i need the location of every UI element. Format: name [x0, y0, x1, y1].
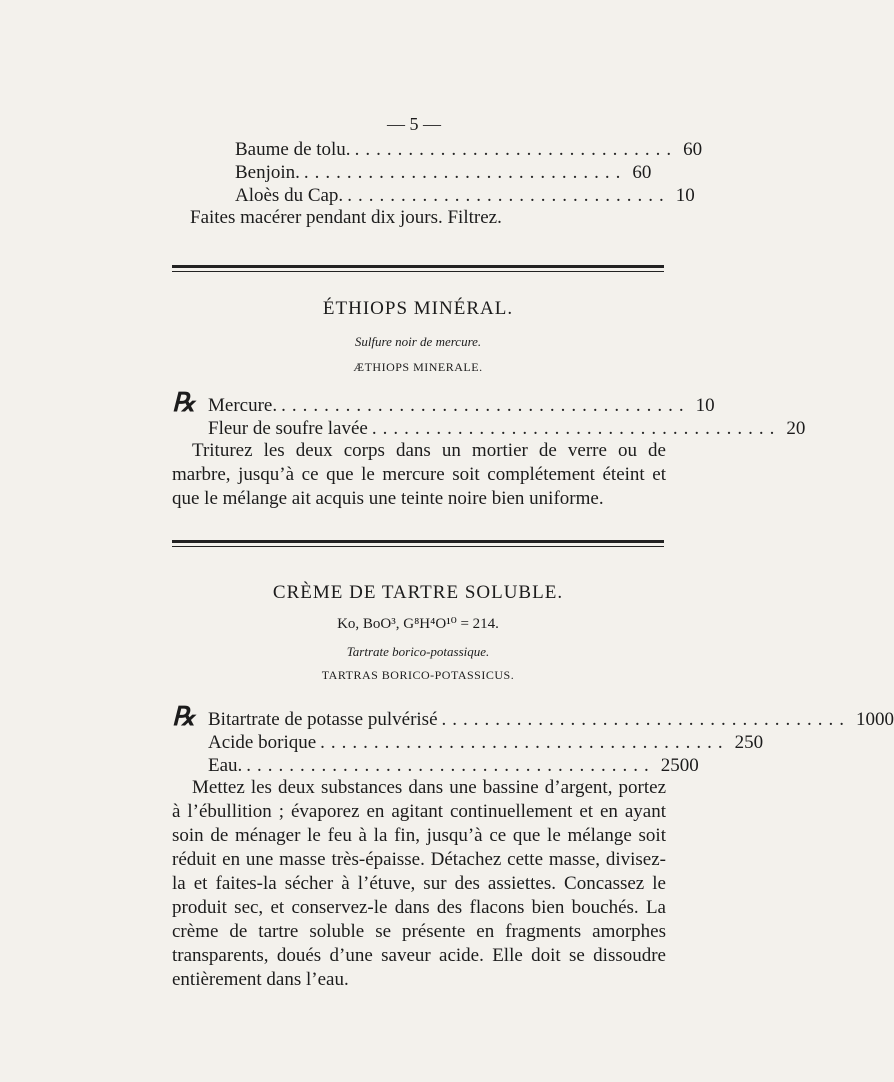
ingredient-qty: 10 — [695, 395, 715, 416]
ingredient-row — [208, 417, 806, 441]
ingredient-row — [235, 161, 652, 185]
ingredient-qty: 2500 — [660, 755, 699, 776]
ingredient-name: Fleur de soufre lavée — [208, 418, 368, 439]
section-divider-thin — [172, 271, 664, 272]
leader-dots: .............................. — [303, 162, 627, 183]
ingredient-qty: 60 — [683, 139, 703, 160]
ingredient-name: Acide borique — [208, 732, 317, 753]
ingredient-qty: 20 — [786, 418, 806, 439]
section-divider — [172, 265, 664, 268]
ingredient-name: Eau. — [208, 755, 243, 776]
ingredient-row — [208, 731, 764, 755]
section-subtitle: Sulfure noir de mercure. — [354, 334, 482, 349]
latin-name: ÆTHIOPS MINERALE. — [353, 360, 483, 374]
section-subtitle: Tartrate borico-potassique. — [346, 644, 490, 659]
ingredient-qty: 10 — [675, 185, 695, 206]
ingredient-name: Bitartrate de potasse pulvérisé — [208, 709, 438, 730]
ingredient-row — [208, 708, 894, 732]
leader-dots: ...................................... — [371, 418, 781, 439]
page-number: — 5 — — [387, 114, 441, 134]
section-divider — [172, 540, 664, 543]
leader-dots: .............................. — [354, 139, 678, 160]
ingredient-row — [235, 184, 695, 208]
ingredient-name: Benjoin. — [235, 162, 300, 183]
section-title: CRÈME DE TARTRE SOLUBLE. — [272, 582, 564, 603]
ingredient-row — [208, 754, 699, 778]
preparation-text: Mettez les deux substances dans une bassine d’argent, portez à l’ébullition ; évaporez en agitant continuellement et en ayant soin de ménager le feu à la fin, jusqu’à ce que le mélange soit réduit en une masse très-épaisse. Détachez cette masse, divisez-la et faites-la sécher à l’étuve, sur des assiettes. Concassez le produit sec, et conservez-le dans des flacons bien bouchés. La crème de tartre soluble se présente en fragments amorphes transparents, doués d’une saveur acide. Elle doit se dissoudre entièrement dans l’eau. — [172, 777, 666, 990]
recipe-symbol: ℞ — [172, 702, 196, 731]
instruction-text: Faites macérer pendant dix jours. Filtrez. — [190, 207, 502, 228]
ingredient-name: Mercure. — [208, 395, 278, 416]
leader-dots: ...................................... — [281, 395, 690, 416]
section-title: ÉTHIOPS MINÉRAL. — [322, 298, 514, 319]
leader-dots: ...................................... — [441, 709, 851, 730]
ingredient-name: Baume de tolu. — [235, 139, 351, 160]
ingredient-name: Aloès du Cap. — [235, 185, 344, 206]
ingredient-row — [208, 394, 715, 418]
ingredient-qty: 250 — [734, 732, 764, 753]
chemical-formula: Ko, BoO³, G⁸H⁴O¹⁰ = 214. — [337, 616, 499, 632]
ingredient-row — [235, 138, 703, 162]
section-divider-thin — [172, 546, 664, 547]
preparation-text: Triturez les deux corps dans un mortier de verre ou de marbre, jusqu’à ce que le mercure soit complétement éteint et que le mélange ait acquis une teinte noire bien uniforme. — [172, 440, 666, 509]
latin-name: TARTRAS BORICO-POTASSICUS. — [321, 668, 515, 682]
leader-dots: ...................................... — [320, 732, 729, 753]
ingredient-qty: 1000 — [856, 709, 894, 730]
recipe-symbol: ℞ — [172, 388, 196, 417]
ingredient-qty: 60 — [632, 162, 652, 183]
leader-dots: ...................................... — [246, 755, 655, 776]
leader-dots: .............................. — [347, 185, 670, 206]
